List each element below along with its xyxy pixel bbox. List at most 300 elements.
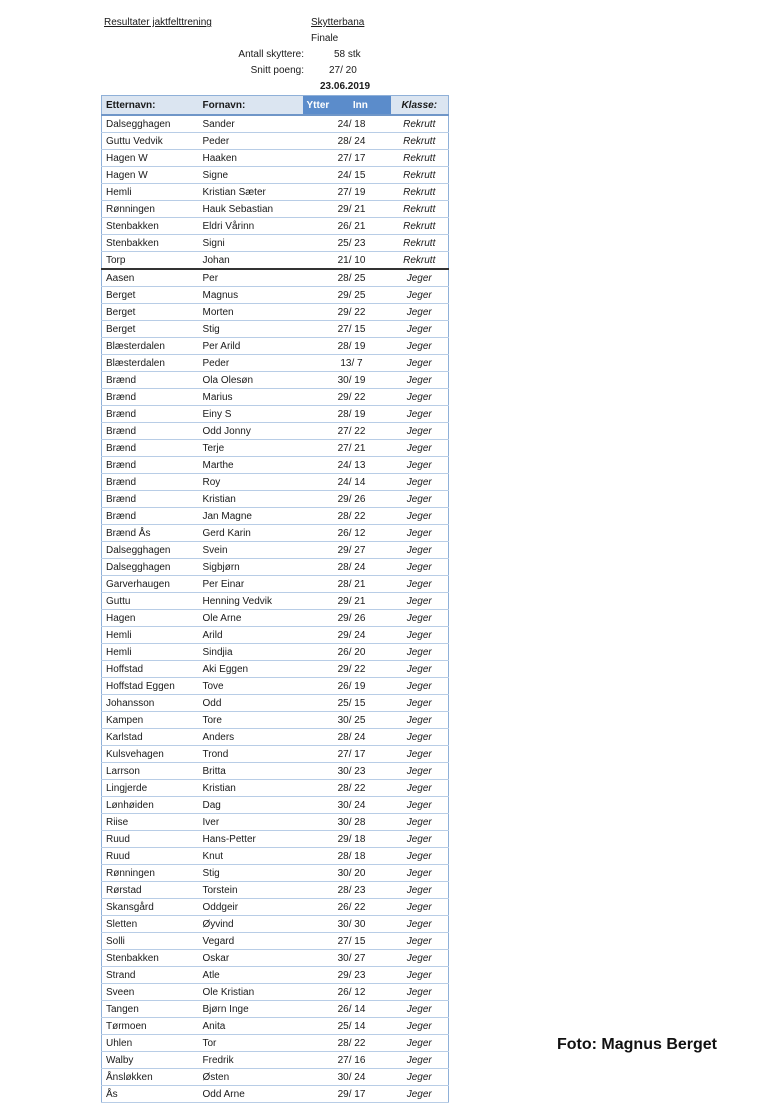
cell-surname: Brænd bbox=[102, 474, 199, 491]
cell-score: 24/ 13 bbox=[303, 457, 391, 474]
cell-class: Jeger bbox=[391, 338, 449, 355]
table-row bbox=[102, 627, 449, 644]
cell-score: 28/ 24 bbox=[303, 729, 391, 746]
table-row bbox=[102, 355, 449, 372]
cell-score: 27/ 17 bbox=[303, 746, 391, 763]
cell-class: Jeger bbox=[391, 423, 449, 440]
cell-score: 28/ 22 bbox=[303, 780, 391, 797]
round-label: Finale bbox=[311, 33, 339, 44]
cell-surname: Aasen bbox=[102, 269, 199, 287]
cell-surname: Guttu bbox=[102, 593, 199, 610]
cell-score: 29/ 27 bbox=[303, 542, 391, 559]
cell-score: 27/ 15 bbox=[303, 321, 391, 338]
cell-surname: Rønningen bbox=[102, 865, 199, 882]
cell-firstname: Stig bbox=[199, 321, 303, 338]
cell-surname: Brænd bbox=[102, 508, 199, 525]
table-row bbox=[102, 848, 449, 865]
cell-score: 21/ 10 bbox=[303, 252, 391, 270]
cell-firstname: Britta bbox=[199, 763, 303, 780]
table-row bbox=[102, 508, 449, 525]
table-row bbox=[102, 763, 449, 780]
column-header-outer: Ytter bbox=[306, 99, 330, 111]
cell-score: 29/ 24 bbox=[303, 627, 391, 644]
cell-firstname: Kristian bbox=[199, 491, 303, 508]
participants-value: 58 stk bbox=[334, 49, 361, 60]
cell-surname: Sletten bbox=[102, 916, 199, 933]
cell-class: Jeger bbox=[391, 814, 449, 831]
cell-surname: Lingjerde bbox=[102, 780, 199, 797]
cell-surname: Kampen bbox=[102, 712, 199, 729]
cell-class: Jeger bbox=[391, 508, 449, 525]
cell-class: Rekrutt bbox=[391, 218, 449, 235]
cell-score: 26/ 19 bbox=[303, 678, 391, 695]
table-row bbox=[102, 1018, 449, 1035]
cell-class: Jeger bbox=[391, 1035, 449, 1052]
cell-class: Jeger bbox=[391, 304, 449, 321]
results-date: 23.06.2019 bbox=[320, 81, 371, 92]
cell-surname: Hoffstad Eggen bbox=[102, 678, 199, 695]
cell-firstname: Ole Arne bbox=[199, 610, 303, 627]
cell-class: Jeger bbox=[391, 1001, 449, 1018]
cell-class: Jeger bbox=[391, 882, 449, 899]
cell-firstname: Sigbjørn bbox=[199, 559, 303, 576]
cell-firstname: Øyvind bbox=[199, 916, 303, 933]
cell-firstname: Anders bbox=[199, 729, 303, 746]
table-row bbox=[102, 661, 449, 678]
cell-firstname: Jan Magne bbox=[199, 508, 303, 525]
table-row bbox=[102, 865, 449, 882]
cell-firstname: Odd bbox=[199, 695, 303, 712]
cell-surname: Brænd bbox=[102, 440, 199, 457]
table-row bbox=[102, 287, 449, 304]
cell-firstname: Ola Olesøn bbox=[199, 372, 303, 389]
cell-score: 27/ 15 bbox=[303, 933, 391, 950]
table-row bbox=[102, 984, 449, 1001]
cell-firstname: Eldri Vårinn bbox=[199, 218, 303, 235]
column-header-surname: Etternavn: bbox=[102, 96, 199, 116]
cell-surname: Hagen W bbox=[102, 167, 199, 184]
cell-class: Jeger bbox=[391, 933, 449, 950]
cell-firstname: Atle bbox=[199, 967, 303, 984]
cell-surname: Stenbakken bbox=[102, 950, 199, 967]
cell-firstname: Arild bbox=[199, 627, 303, 644]
cell-surname: Uhlen bbox=[102, 1035, 199, 1052]
table-row bbox=[102, 525, 449, 542]
cell-score: 30/ 24 bbox=[303, 1069, 391, 1086]
table-row bbox=[102, 184, 449, 201]
cell-firstname: Torstein bbox=[199, 882, 303, 899]
cell-class: Jeger bbox=[391, 474, 449, 491]
table-row bbox=[102, 593, 449, 610]
cell-class: Jeger bbox=[391, 899, 449, 916]
cell-class: Rekrutt bbox=[391, 133, 449, 150]
cell-firstname: Kristian bbox=[199, 780, 303, 797]
cell-firstname: Tore bbox=[199, 712, 303, 729]
table-row bbox=[102, 201, 449, 218]
cell-class: Jeger bbox=[391, 865, 449, 882]
cell-class: Jeger bbox=[391, 1052, 449, 1069]
cell-firstname: Per Einar bbox=[199, 576, 303, 593]
cell-firstname: Morten bbox=[199, 304, 303, 321]
cell-class: Rekrutt bbox=[391, 252, 449, 270]
cell-score: 29/ 21 bbox=[303, 593, 391, 610]
table-row bbox=[102, 457, 449, 474]
cell-score: 28/ 23 bbox=[303, 882, 391, 899]
cell-score: 29/ 25 bbox=[303, 287, 391, 304]
cell-firstname: Terje bbox=[199, 440, 303, 457]
cell-score: 28/ 24 bbox=[303, 133, 391, 150]
cell-class: Jeger bbox=[391, 644, 449, 661]
table-row bbox=[102, 576, 449, 593]
cell-firstname: Dag bbox=[199, 797, 303, 814]
table-row bbox=[102, 474, 449, 491]
cell-firstname: Tor bbox=[199, 1035, 303, 1052]
cell-score: 25/ 14 bbox=[303, 1018, 391, 1035]
cell-class: Jeger bbox=[391, 712, 449, 729]
cell-surname: Riise bbox=[102, 814, 199, 831]
cell-class: Jeger bbox=[391, 321, 449, 338]
cell-score: 29/ 26 bbox=[303, 610, 391, 627]
table-row bbox=[102, 269, 449, 287]
cell-surname: Blæsterdalen bbox=[102, 338, 199, 355]
cell-score: 30/ 23 bbox=[303, 763, 391, 780]
table-row bbox=[102, 644, 449, 661]
venue-label: Skytterbana bbox=[311, 17, 365, 28]
cell-score: 29/ 22 bbox=[303, 389, 391, 406]
table-row bbox=[102, 1069, 449, 1086]
table-row bbox=[102, 933, 449, 950]
table-row bbox=[102, 1001, 449, 1018]
cell-class: Rekrutt bbox=[391, 184, 449, 201]
table-row bbox=[102, 321, 449, 338]
cell-class: Rekrutt bbox=[391, 167, 449, 184]
cell-firstname: Henning Vedvik bbox=[199, 593, 303, 610]
table-row bbox=[102, 167, 449, 184]
cell-score: 29/ 26 bbox=[303, 491, 391, 508]
cell-surname: Dalsegghagen bbox=[102, 559, 199, 576]
cell-firstname: Oskar bbox=[199, 950, 303, 967]
cell-score: 26/ 14 bbox=[303, 1001, 391, 1018]
cell-score: 25/ 23 bbox=[303, 235, 391, 252]
cell-score: 28/ 24 bbox=[303, 559, 391, 576]
cell-class: Jeger bbox=[391, 372, 449, 389]
cell-surname: Brænd bbox=[102, 389, 199, 406]
cell-class: Jeger bbox=[391, 729, 449, 746]
table-row bbox=[102, 916, 449, 933]
table-row bbox=[102, 235, 449, 252]
cell-surname: Hemli bbox=[102, 184, 199, 201]
table-row bbox=[102, 423, 449, 440]
cell-surname: Stenbakken bbox=[102, 235, 199, 252]
table-row bbox=[102, 252, 449, 270]
cell-score: 27/ 16 bbox=[303, 1052, 391, 1069]
cell-class: Jeger bbox=[391, 678, 449, 695]
cell-firstname: Einy S bbox=[199, 406, 303, 423]
table-row bbox=[102, 1052, 449, 1069]
table-row bbox=[102, 797, 449, 814]
photo-credit: Foto: Magnus Berget bbox=[557, 1036, 717, 1053]
cell-score: 29/ 17 bbox=[303, 1086, 391, 1103]
cell-firstname: Signe bbox=[199, 167, 303, 184]
cell-class: Jeger bbox=[391, 661, 449, 678]
cell-surname: Stenbakken bbox=[102, 218, 199, 235]
cell-surname: Ruud bbox=[102, 831, 199, 848]
cell-score: 24/ 18 bbox=[303, 115, 391, 133]
cell-firstname: Odd Jonny bbox=[199, 423, 303, 440]
cell-class: Rekrutt bbox=[391, 115, 449, 133]
cell-score: 25/ 15 bbox=[303, 695, 391, 712]
table-row bbox=[102, 389, 449, 406]
cell-class: Jeger bbox=[391, 831, 449, 848]
table-row bbox=[102, 831, 449, 848]
table-row bbox=[102, 218, 449, 235]
cell-surname: Ruud bbox=[102, 848, 199, 865]
cell-surname: Rørstad bbox=[102, 882, 199, 899]
cell-score: 29/ 23 bbox=[303, 967, 391, 984]
cell-score: 28/ 19 bbox=[303, 338, 391, 355]
cell-surname: Ås bbox=[102, 1086, 199, 1103]
column-header-firstname: Fornavn: bbox=[199, 96, 303, 116]
column-header-class: Klasse: bbox=[391, 96, 449, 116]
cell-firstname: Ole Kristian bbox=[199, 984, 303, 1001]
cell-firstname: Per Arild bbox=[199, 338, 303, 355]
cell-class: Jeger bbox=[391, 593, 449, 610]
cell-surname: Dalsegghagen bbox=[102, 115, 199, 133]
cell-surname: Tørmoen bbox=[102, 1018, 199, 1035]
column-header-inner: Inn bbox=[352, 99, 368, 111]
cell-firstname: Østen bbox=[199, 1069, 303, 1086]
cell-surname: Rønningen bbox=[102, 201, 199, 218]
cell-class: Rekrutt bbox=[391, 150, 449, 167]
cell-surname: Tangen bbox=[102, 1001, 199, 1018]
cell-surname: Blæsterdalen bbox=[102, 355, 199, 372]
cell-surname: Hagen W bbox=[102, 150, 199, 167]
cell-score: 26/ 12 bbox=[303, 984, 391, 1001]
cell-surname: Solli bbox=[102, 933, 199, 950]
table-row bbox=[102, 814, 449, 831]
cell-class: Jeger bbox=[391, 763, 449, 780]
cell-class: Jeger bbox=[391, 457, 449, 474]
table-row bbox=[102, 542, 449, 559]
cell-firstname: Marthe bbox=[199, 457, 303, 474]
table-row bbox=[102, 1035, 449, 1052]
cell-firstname: Iver bbox=[199, 814, 303, 831]
table-row bbox=[102, 133, 449, 150]
cell-surname: Brænd bbox=[102, 457, 199, 474]
table-row bbox=[102, 746, 449, 763]
cell-surname: Berget bbox=[102, 287, 199, 304]
table-row bbox=[102, 1086, 449, 1103]
cell-firstname: Magnus bbox=[199, 287, 303, 304]
cell-score: 27/ 21 bbox=[303, 440, 391, 457]
table-row bbox=[102, 150, 449, 167]
cell-surname: Walby bbox=[102, 1052, 199, 1069]
cell-score: 26/ 21 bbox=[303, 218, 391, 235]
table-row bbox=[102, 440, 449, 457]
table-row bbox=[102, 678, 449, 695]
cell-firstname: Aki Eggen bbox=[199, 661, 303, 678]
cell-class: Jeger bbox=[391, 269, 449, 287]
table-row bbox=[102, 712, 449, 729]
cell-class: Jeger bbox=[391, 746, 449, 763]
cell-class: Rekrutt bbox=[391, 201, 449, 218]
cell-score: 28/ 18 bbox=[303, 848, 391, 865]
cell-firstname: Hauk Sebastian bbox=[199, 201, 303, 218]
cell-surname: Hemli bbox=[102, 644, 199, 661]
cell-score: 26/ 12 bbox=[303, 525, 391, 542]
cell-firstname: Odd Arne bbox=[199, 1086, 303, 1103]
cell-class: Jeger bbox=[391, 389, 449, 406]
cell-firstname: Marius bbox=[199, 389, 303, 406]
cell-score: 30/ 20 bbox=[303, 865, 391, 882]
cell-firstname: Tove bbox=[199, 678, 303, 695]
cell-firstname: Roy bbox=[199, 474, 303, 491]
cell-firstname: Sander bbox=[199, 115, 303, 133]
cell-surname: Hagen bbox=[102, 610, 199, 627]
cell-surname: Garverhaugen bbox=[102, 576, 199, 593]
cell-surname: Lønhøiden bbox=[102, 797, 199, 814]
cell-class: Jeger bbox=[391, 780, 449, 797]
cell-class: Jeger bbox=[391, 576, 449, 593]
cell-surname: Kulsvehagen bbox=[102, 746, 199, 763]
table-row bbox=[102, 372, 449, 389]
cell-firstname: Bjørn Inge bbox=[199, 1001, 303, 1018]
cell-score: 30/ 28 bbox=[303, 814, 391, 831]
results-table-body bbox=[102, 115, 449, 1103]
cell-firstname: Peder bbox=[199, 133, 303, 150]
participants-label: Antall skyttere: bbox=[238, 49, 304, 60]
cell-class: Jeger bbox=[391, 559, 449, 576]
table-row bbox=[102, 406, 449, 423]
cell-class: Jeger bbox=[391, 355, 449, 372]
cell-firstname: Haaken bbox=[199, 150, 303, 167]
cell-firstname: Gerd Karin bbox=[199, 525, 303, 542]
cell-surname: Guttu Vedvik bbox=[102, 133, 199, 150]
cell-class: Jeger bbox=[391, 287, 449, 304]
cell-score: 27/ 17 bbox=[303, 150, 391, 167]
cell-surname: Brænd bbox=[102, 491, 199, 508]
cell-surname: Torp bbox=[102, 252, 199, 270]
cell-score: 30/ 30 bbox=[303, 916, 391, 933]
cell-surname: Sveen bbox=[102, 984, 199, 1001]
cell-firstname: Oddgeir bbox=[199, 899, 303, 916]
cell-score: 28/ 19 bbox=[303, 406, 391, 423]
table-row bbox=[102, 967, 449, 984]
cell-firstname: Sindjia bbox=[199, 644, 303, 661]
table-row bbox=[102, 899, 449, 916]
table-row bbox=[102, 559, 449, 576]
cell-class: Jeger bbox=[391, 491, 449, 508]
cell-class: Jeger bbox=[391, 950, 449, 967]
table-row bbox=[102, 882, 449, 899]
cell-class: Jeger bbox=[391, 627, 449, 644]
cell-surname: Karlstad bbox=[102, 729, 199, 746]
cell-class: Jeger bbox=[391, 797, 449, 814]
cell-class: Jeger bbox=[391, 542, 449, 559]
cell-score: 13/ 7 bbox=[303, 355, 391, 372]
table-row bbox=[102, 729, 449, 746]
cell-class: Jeger bbox=[391, 406, 449, 423]
cell-firstname: Johan bbox=[199, 252, 303, 270]
cell-class: Jeger bbox=[391, 848, 449, 865]
cell-firstname: Anita bbox=[199, 1018, 303, 1035]
cell-surname: Strand bbox=[102, 967, 199, 984]
cell-surname: Hoffstad bbox=[102, 661, 199, 678]
table-header-row bbox=[102, 96, 449, 116]
cell-firstname: Knut bbox=[199, 848, 303, 865]
cell-score: 27/ 19 bbox=[303, 184, 391, 201]
cell-class: Jeger bbox=[391, 440, 449, 457]
cell-surname: Brænd bbox=[102, 372, 199, 389]
cell-firstname: Peder bbox=[199, 355, 303, 372]
cell-score: 26/ 20 bbox=[303, 644, 391, 661]
cell-score: 29/ 21 bbox=[303, 201, 391, 218]
cell-firstname: Fredrik bbox=[199, 1052, 303, 1069]
cell-surname: Johansson bbox=[102, 695, 199, 712]
cell-class: Jeger bbox=[391, 1069, 449, 1086]
cell-class: Jeger bbox=[391, 916, 449, 933]
table-row bbox=[102, 695, 449, 712]
cell-class: Jeger bbox=[391, 967, 449, 984]
table-row bbox=[102, 610, 449, 627]
cell-score: 28/ 21 bbox=[303, 576, 391, 593]
cell-class: Jeger bbox=[391, 610, 449, 627]
average-value: 27/ 20 bbox=[329, 65, 357, 76]
cell-surname: Berget bbox=[102, 321, 199, 338]
cell-firstname: Hans-Petter bbox=[199, 831, 303, 848]
cell-score: 28/ 22 bbox=[303, 1035, 391, 1052]
cell-class: Jeger bbox=[391, 984, 449, 1001]
cell-class: Jeger bbox=[391, 695, 449, 712]
cell-firstname: Vegard bbox=[199, 933, 303, 950]
cell-firstname: Svein bbox=[199, 542, 303, 559]
results-table bbox=[101, 95, 449, 1103]
cell-class: Jeger bbox=[391, 1018, 449, 1035]
cell-score: 29/ 22 bbox=[303, 304, 391, 321]
cell-firstname: Trond bbox=[199, 746, 303, 763]
cell-class: Jeger bbox=[391, 525, 449, 542]
table-row bbox=[102, 491, 449, 508]
cell-score: 29/ 18 bbox=[303, 831, 391, 848]
cell-score: 30/ 27 bbox=[303, 950, 391, 967]
table-row bbox=[102, 338, 449, 355]
average-label: Snitt poeng: bbox=[250, 65, 304, 76]
cell-surname: Ånsløkken bbox=[102, 1069, 199, 1086]
table-row bbox=[102, 950, 449, 967]
cell-firstname: Kristian Sæter bbox=[199, 184, 303, 201]
table-row bbox=[102, 115, 449, 133]
cell-score: 30/ 24 bbox=[303, 797, 391, 814]
cell-firstname: Stig bbox=[199, 865, 303, 882]
cell-score: 27/ 22 bbox=[303, 423, 391, 440]
cell-surname: Skansgård bbox=[102, 899, 199, 916]
table-row bbox=[102, 304, 449, 321]
cell-surname: Hemli bbox=[102, 627, 199, 644]
cell-score: 30/ 19 bbox=[303, 372, 391, 389]
cell-score: 28/ 22 bbox=[303, 508, 391, 525]
cell-score: 26/ 22 bbox=[303, 899, 391, 916]
cell-class: Jeger bbox=[391, 1086, 449, 1103]
cell-score: 24/ 15 bbox=[303, 167, 391, 184]
document-title: Resultater jaktfelttrening bbox=[104, 17, 212, 28]
cell-firstname: Per bbox=[199, 269, 303, 287]
cell-class: Rekrutt bbox=[391, 235, 449, 252]
cell-surname: Brænd Ås bbox=[102, 525, 199, 542]
cell-surname: Brænd bbox=[102, 423, 199, 440]
cell-surname: Larrson bbox=[102, 763, 199, 780]
cell-score: 29/ 22 bbox=[303, 661, 391, 678]
cell-firstname: Signi bbox=[199, 235, 303, 252]
